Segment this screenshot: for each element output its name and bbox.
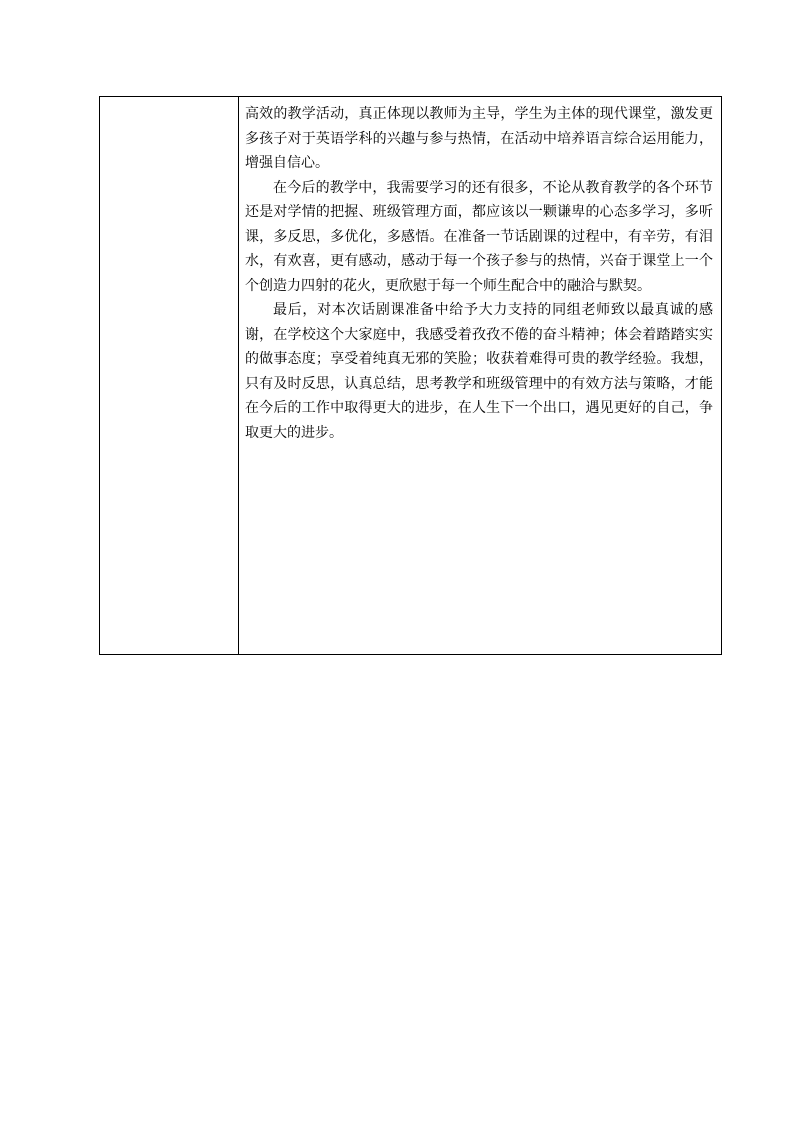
paragraph-1: 高效的教学活动，真正体现以教师为主导，学生为主体的现代课堂，激发更多孩子对于英语学科的兴趣与参与热情，在活动中培养语言综合运用能力，增强自信心。 <box>245 106 713 171</box>
table-left-cell <box>100 97 239 654</box>
reflection-table <box>99 96 722 655</box>
paragraph-2: 在今后的教学中，我需要学习的还有很多，不论从教育教学的各个环节还是对学情的把握、班级管理方面，都应该以一颗谦卑的心态多学习，多听课，多反思，多优化，多感悟。在准备一节话剧课的过程中，有辛劳，有泪水，有欢喜，更有感动，感动于每一个孩子参与的热情，兴奋于课堂上一个个创造力四射的花火，更欣慰于每一个师生配合中的融洽与默契。 <box>245 179 713 294</box>
paragraph-3: 最后，对本次话剧课准备中给予大力支持的同组老师致以最真诚的感谢，在学校这个大家庭中，我感受着孜孜不倦的奋斗精神；体会着踏踏实实的做事态度；享受着纯真无邪的笑脸；收获着难得可贵的教学经验。我想，只有及时反思，认真总结，思考教学和班级管理中的有效方法与策略，才能在今后的工作中取得更大的进步，在人生下一个出口，遇见更好的自己，争取更大的进步。 <box>245 302 713 441</box>
table-content-cell <box>239 97 721 654</box>
